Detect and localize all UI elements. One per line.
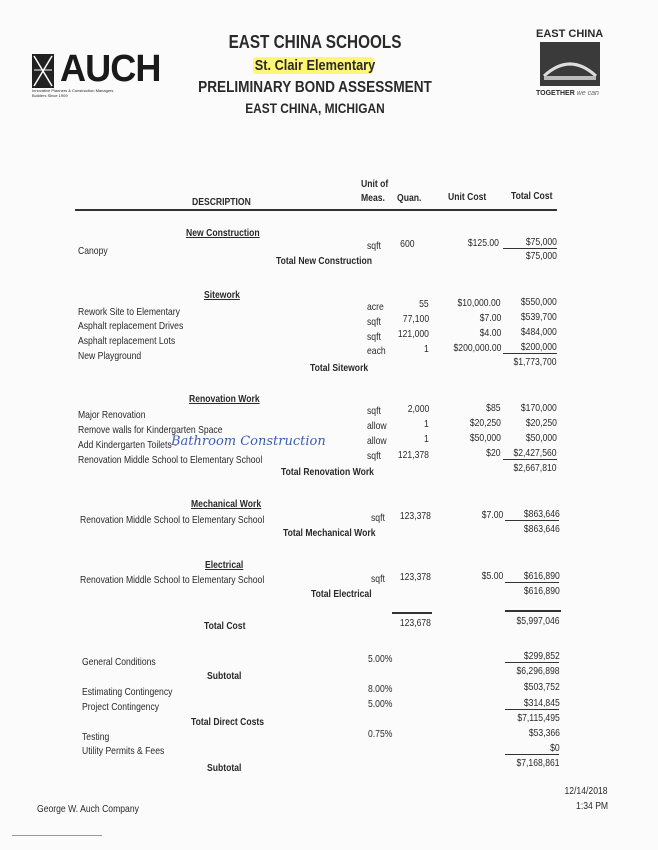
item-total: $863,646 <box>524 508 560 520</box>
item-total: $170,000 <box>521 402 557 414</box>
item-unit-cost: $5.00 <box>481 570 503 582</box>
section-title-renovation: Renovation Work <box>189 393 260 405</box>
section-total-label: Total New Construction <box>276 255 372 267</box>
footer-rule <box>12 835 102 836</box>
estimating-contingency-amount: $503,752 <box>524 681 560 693</box>
project-contingency-label: Project Contingency <box>82 701 160 713</box>
item-unit-cost: $7.00 <box>479 312 501 324</box>
col-header-description: DESCRIPTION <box>192 196 251 208</box>
col-header-unit-cost: Unit Cost <box>448 191 487 203</box>
section-total-label: Total Electrical <box>311 588 372 600</box>
item-desc: New Playground <box>78 350 142 362</box>
total-cost-label: Total Cost <box>204 620 246 632</box>
total-cost-rule <box>505 610 561 612</box>
header-rule <box>75 209 557 211</box>
col-header-unit-1: Unit of <box>361 178 389 190</box>
item-unit-cost: $50,000 <box>469 432 501 444</box>
bridge-icon <box>540 42 600 86</box>
col-header-quan: Quan. <box>397 192 422 204</box>
east-china-logo <box>536 28 612 108</box>
header-school-district: EAST CHINA SCHOOLS <box>228 32 402 52</box>
subtotal-2-amount: $7,168,861 <box>516 757 560 769</box>
utility-label: Utility Permits & Fees <box>82 745 165 757</box>
item-desc: Major Renovation <box>78 409 146 421</box>
section-title-mechanical: Mechanical Work <box>191 498 262 510</box>
underline <box>503 353 557 354</box>
item-unit: sqft <box>367 240 381 252</box>
item-unit-cost: $10,000.00 <box>457 297 501 309</box>
item-quan: 600 <box>400 238 415 250</box>
item-quan: 1 <box>424 433 429 445</box>
east-china-tagline <box>536 90 599 97</box>
item-unit-cost: $7.00 <box>481 509 503 521</box>
subtotal-2-label: Subtotal <box>207 762 242 774</box>
item-unit: sqft <box>371 573 385 585</box>
auch-tagline: Innovative Planners & Construction Managers <box>32 88 114 93</box>
item-unit-cost: $20,250 <box>469 417 501 429</box>
item-quan: 123,378 <box>399 571 431 583</box>
item-desc: Remove walls for Kindergarten Space <box>78 424 223 436</box>
item-unit: sqft <box>367 405 381 417</box>
header-location: EAST CHINA, MICHIGAN <box>245 100 385 116</box>
item-total: $2,427,560 <box>513 447 557 459</box>
item-total: $484,000 <box>521 326 557 338</box>
east-china-logo-title: EAST CHINA <box>536 28 604 40</box>
underline <box>505 520 559 521</box>
underline <box>505 754 559 755</box>
underline <box>505 582 559 583</box>
header-school-name: St. Clair Elementary <box>254 57 376 74</box>
item-unit-cost: $4.00 <box>479 327 501 339</box>
item-total: $539,700 <box>521 311 557 323</box>
section-total: $616,890 <box>524 585 560 597</box>
testing-pct: 0.75% <box>368 728 393 740</box>
total-cost-quan-rule <box>392 612 432 614</box>
subtotal-1-amount: $6,296,898 <box>516 665 560 677</box>
section-title-new-construction: New Construction <box>186 227 260 239</box>
project-contingency-amount: $314,845 <box>524 697 560 709</box>
section-total: $75,000 <box>525 250 557 262</box>
item-unit: each <box>367 345 386 357</box>
section-total-label: Total Mechanical Work <box>283 527 376 539</box>
section-total: $863,646 <box>524 523 560 535</box>
item-total: $200,000 <box>521 341 557 353</box>
general-conditions-pct: 5.00% <box>368 653 393 665</box>
item-unit: sqft <box>371 512 385 524</box>
footer-time: 1:34 PM <box>575 800 608 812</box>
underline <box>505 709 559 710</box>
auch-brand: AUCH <box>60 48 161 90</box>
estimating-contingency-pct: 8.00% <box>368 683 393 695</box>
estimating-contingency-label: Estimating Contingency <box>82 686 173 698</box>
item-desc: Asphalt replacement Lots <box>78 335 176 347</box>
item-quan: 123,378 <box>399 510 431 522</box>
item-quan: 121,000 <box>397 328 429 340</box>
item-unit: sqft <box>367 450 381 462</box>
total-cost-total: $5,997,046 <box>516 615 560 627</box>
item-total: $20,250 <box>525 417 557 429</box>
item-unit-cost: $85 <box>486 402 501 414</box>
item-desc: Add Kindergarten Toilets - <box>78 439 177 451</box>
item-quan: 121,378 <box>397 449 429 461</box>
testing-amount: $53,366 <box>528 727 560 739</box>
item-desc: Renovation Middle School to Elementary School <box>78 454 263 466</box>
item-total: $75,000 <box>525 236 557 248</box>
auch-logo <box>30 48 161 98</box>
header-document-title: PRELIMINARY BOND ASSESSMENT <box>198 79 432 96</box>
crane-icon <box>30 50 60 90</box>
project-contingency-pct: 5.00% <box>368 698 393 710</box>
section-title-sitework: Sitework <box>204 289 240 301</box>
section-title-electrical: Electrical <box>205 559 244 571</box>
item-desc: Asphalt replacement Drives <box>78 320 184 332</box>
underline <box>503 248 557 249</box>
footer-date: 12/14/2018 <box>564 785 608 797</box>
underline <box>503 459 557 460</box>
item-unit-cost: $200,000.00 <box>453 342 501 354</box>
east-china-tagline-italic: we can <box>576 90 599 97</box>
item-desc: Canopy <box>78 245 108 257</box>
item-unit: allow <box>367 435 387 447</box>
total-direct-costs-label: Total Direct Costs <box>191 716 265 728</box>
total-cost-quan: 123,678 <box>399 617 431 629</box>
item-total: $616,890 <box>524 570 560 582</box>
col-header-total-cost: Total Cost <box>511 190 553 202</box>
col-header-unit-2: Meas. <box>361 192 385 204</box>
section-total-label: Total Renovation Work <box>281 466 374 478</box>
general-conditions-amount: $299,852 <box>524 650 560 662</box>
item-desc: Renovation Middle School to Elementary School <box>80 574 265 586</box>
east-china-tagline-bold: TOGETHER <box>536 90 575 97</box>
item-total: $550,000 <box>521 296 557 308</box>
utility-amount: $0 <box>550 742 560 754</box>
section-total: $2,667,810 <box>513 462 557 474</box>
item-unit: acre <box>367 301 384 313</box>
item-quan: 2,000 <box>407 403 429 415</box>
handwritten-note: Bathroom Construction <box>171 434 326 449</box>
item-unit: sqft <box>367 316 381 328</box>
auch-tagline-2: Builders Since 1909 <box>32 93 68 98</box>
item-unit: allow <box>367 420 387 432</box>
section-total-label: Total Sitework <box>310 362 369 374</box>
underline <box>505 662 559 663</box>
item-quan: 1 <box>424 343 429 355</box>
testing-label: Testing <box>82 731 110 743</box>
item-unit-cost: $20 <box>486 447 501 459</box>
item-quan: 55 <box>419 298 429 310</box>
general-conditions-label: General Conditions <box>82 656 156 668</box>
item-unit-cost: $125.00 <box>467 237 499 249</box>
item-quan: 1 <box>424 418 429 430</box>
item-total: $50,000 <box>525 432 557 444</box>
footer-company: George W. Auch Company <box>37 803 139 815</box>
item-unit: sqft <box>367 331 381 343</box>
section-total: $1,773,700 <box>513 356 557 368</box>
item-quan: 77,100 <box>402 313 429 325</box>
subtotal-1-label: Subtotal <box>207 670 242 682</box>
item-desc: Rework Site to Elementary <box>78 306 180 318</box>
total-direct-costs-amount: $7,115,495 <box>517 712 560 724</box>
item-desc: Renovation Middle School to Elementary School <box>80 514 265 526</box>
